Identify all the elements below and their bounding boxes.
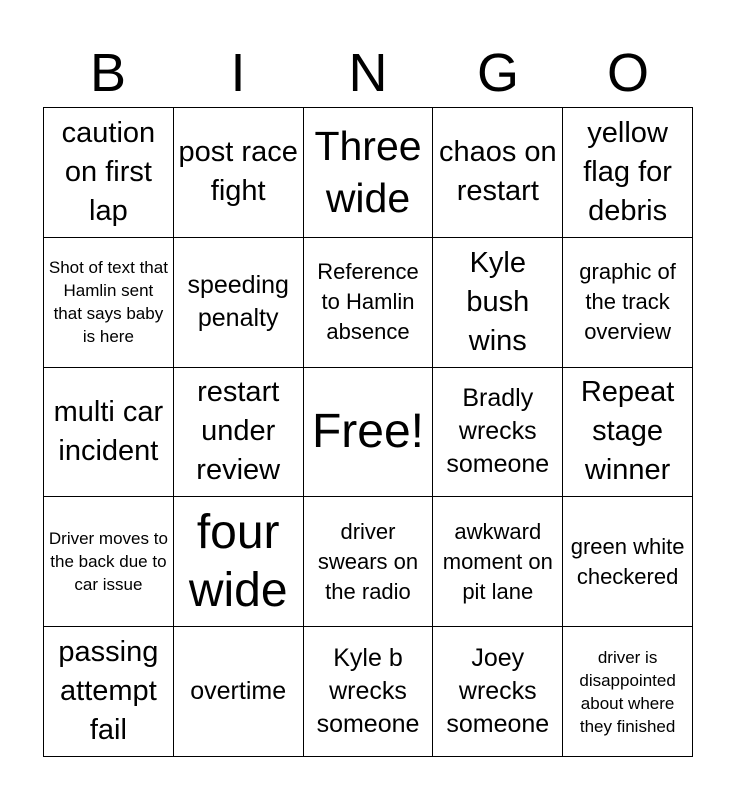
cell-text: chaos on restart bbox=[438, 136, 557, 208]
bingo-cell[interactable] bbox=[433, 627, 563, 757]
bingo-cell[interactable] bbox=[304, 627, 434, 757]
cell-text: Three wide bbox=[314, 123, 422, 222]
cell-text: driver swears on the radio bbox=[317, 518, 419, 604]
bingo-cell[interactable] bbox=[174, 368, 304, 498]
bingo-cell[interactable] bbox=[563, 497, 693, 627]
cell-text: Kyle bush wins bbox=[466, 246, 530, 357]
cell-text: Reference to Hamlin absence bbox=[317, 259, 419, 345]
cell-text: overtime bbox=[190, 677, 287, 706]
cell-text: Shot of text that Hamlin sent that says baby is here bbox=[48, 258, 168, 347]
cell-text: Driver moves to the back due to car issue bbox=[48, 529, 168, 595]
bingo-cell[interactable] bbox=[44, 368, 174, 498]
cell-text: yellow flag for debris bbox=[583, 116, 672, 227]
bingo-header bbox=[43, 40, 693, 106]
header-letter-o: O bbox=[606, 43, 649, 103]
cell-text: speeding penalty bbox=[187, 271, 289, 333]
cell-text: restart under review bbox=[196, 376, 281, 487]
bingo-cell[interactable] bbox=[433, 497, 563, 627]
bingo-cell[interactable] bbox=[433, 368, 563, 498]
bingo-cell[interactable] bbox=[174, 497, 304, 627]
bingo-cell[interactable] bbox=[433, 108, 563, 238]
cell-text: caution on first lap bbox=[61, 116, 156, 227]
bingo-grid bbox=[43, 107, 693, 757]
cell-text: post race fight bbox=[178, 136, 298, 208]
bingo-cell[interactable] bbox=[44, 108, 174, 238]
cell-text: Joey wrecks someone bbox=[446, 644, 550, 739]
cell-text: Repeat stage winner bbox=[580, 376, 675, 487]
bingo-cell[interactable] bbox=[563, 627, 693, 757]
bingo-cell[interactable] bbox=[563, 108, 693, 238]
cell-text: four wide bbox=[188, 505, 288, 617]
bingo-cell[interactable] bbox=[304, 108, 434, 238]
cell-text: driver is disappointed about where they finished bbox=[579, 647, 676, 736]
free-space-cell[interactable] bbox=[304, 368, 434, 498]
header-letter-n: N bbox=[348, 43, 388, 103]
bingo-cell[interactable] bbox=[304, 238, 434, 368]
bingo-cell[interactable] bbox=[174, 627, 304, 757]
cell-text: multi car incident bbox=[53, 395, 164, 467]
bingo-cell[interactable] bbox=[44, 627, 174, 757]
bingo-cell[interactable] bbox=[433, 238, 563, 368]
bingo-cell[interactable] bbox=[174, 238, 304, 368]
cell-text: Kyle b wrecks someone bbox=[316, 644, 420, 739]
header-letter-b: B bbox=[89, 43, 127, 103]
cell-text: graphic of the track overview bbox=[579, 259, 676, 345]
cell-text: Bradly wrecks someone bbox=[446, 384, 550, 479]
bingo-cell[interactable] bbox=[44, 497, 174, 627]
header-letter-i: I bbox=[230, 43, 246, 103]
cell-text: Free! bbox=[311, 404, 424, 458]
bingo-cell[interactable] bbox=[563, 238, 693, 368]
bingo-cell[interactable] bbox=[44, 238, 174, 368]
header-letter-g: G bbox=[476, 43, 519, 103]
bingo-cell[interactable] bbox=[174, 108, 304, 238]
cell-text: awkward moment on pit lane bbox=[442, 518, 553, 604]
bingo-cell[interactable] bbox=[563, 368, 693, 498]
cell-text: green white checkered bbox=[570, 533, 685, 589]
cell-text: passing attempt fail bbox=[58, 636, 159, 747]
bingo-cell[interactable] bbox=[304, 497, 434, 627]
